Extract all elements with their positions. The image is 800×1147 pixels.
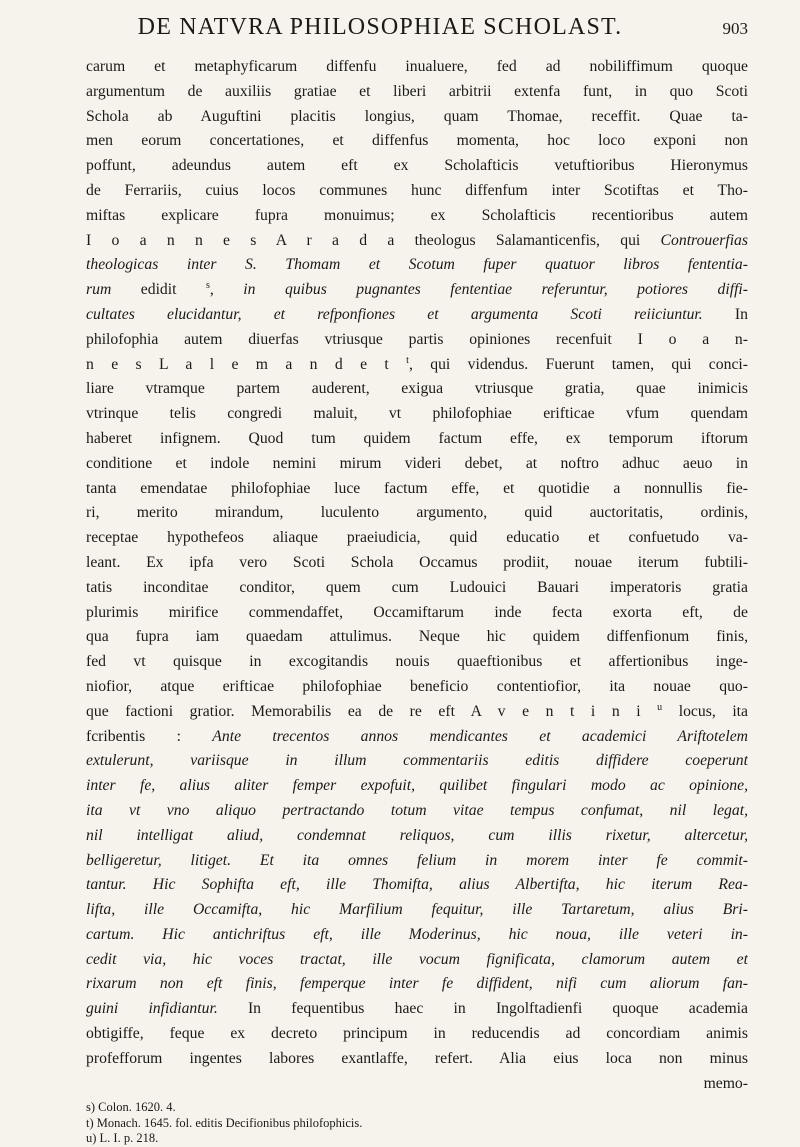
text-line <box>86 105 748 130</box>
text-line <box>86 328 748 353</box>
text-run: cedit via, hic voces tractat, ille vocum fignificata, clamorum autem et <box>86 950 748 968</box>
text-line <box>86 179 748 204</box>
text-line <box>86 377 748 402</box>
text-line <box>86 551 748 576</box>
text-line <box>86 427 748 452</box>
text-line <box>86 873 748 898</box>
text-run: fed vt quisque in excogitandis nouis quaeftionibus et affertionibus inge- <box>86 653 748 671</box>
text-line <box>86 154 748 179</box>
text-run: n e s L a l e m a n d e t <box>86 355 407 373</box>
text-run: guini infidiantur. <box>86 1000 218 1018</box>
text-line <box>86 700 748 725</box>
footnote: s) Colon. 1620. 4. <box>86 1100 176 1115</box>
text-line <box>86 849 748 874</box>
text-run: receptae hypothefeos aliaque praeiudicia, quid educatio et confuetudo va- <box>86 529 748 547</box>
text-run: Controuerfias <box>660 231 748 249</box>
text-line <box>86 501 748 526</box>
text-run: edidit <box>111 281 206 299</box>
text-line <box>86 526 748 551</box>
text-line <box>86 923 748 948</box>
text-run: niofior, atque erifticae philofophiae beneficio contentiofior, ita nouae quo- <box>86 677 748 695</box>
text-run: men eorum concertationes, et diffenfus momenta, hoc loco exponi non <box>86 132 748 150</box>
text-run: rixarum non eft finis, femperque inter fe diffident, nifi cum aliorum fan- <box>86 975 748 993</box>
text-run: In <box>702 305 748 323</box>
text-run: tantur. Hic Sophifta eft, ille Thomifta, alius Albertifta, hic iterum Rea- <box>86 876 748 894</box>
footnote-marker: t <box>406 354 409 366</box>
text-run: inter fe, alius aliter femper expofuit, quilibet fingulari modo ac opinione, <box>86 777 748 795</box>
footnotes <box>86 1100 748 1147</box>
text-run: philofophia autem diuerfas vtriusque partis opiniones recenfuit I o a n- <box>86 330 748 348</box>
text-run: lifta, ille Occamifta, hic Marfilium fequitur, ille Tartaretum, alius Bri- <box>86 901 748 919</box>
text-run: cartum. Hic antichriftus eft, ille Moderinus, hic noua, ille veteri in- <box>86 925 748 943</box>
footnote-marker: u <box>657 701 663 713</box>
text-line <box>86 1072 748 1097</box>
text-line <box>86 204 748 229</box>
text-line <box>86 824 748 849</box>
text-line <box>86 1047 748 1072</box>
text-run: tanta emendatae philofophiae luce factum effe, et quotidie a nonnullis fie- <box>86 479 748 497</box>
text-run: carum et metaphyficarum diffenfu inualuere, fed ad nobiliffimum quoque <box>86 58 748 75</box>
text-run: ita vt vno aliquo pertractando totum vitae tempus confumat, nil legat, <box>86 801 748 819</box>
text-run: fcribentis : <box>86 727 213 745</box>
text-line <box>86 80 748 105</box>
text-line <box>86 576 748 601</box>
text-line <box>86 625 748 650</box>
text-line <box>86 972 748 997</box>
text-run: belligeretur, litiget. Et ita omnes felium in morem inter fe commit- <box>86 851 748 869</box>
footnote: t) Monach. 1645. fol. editis Decifionibus philofophicis. <box>86 1115 363 1130</box>
text-line <box>86 948 748 973</box>
text-line <box>86 1022 748 1047</box>
text-line <box>86 650 748 675</box>
page-number: 903 <box>722 19 748 38</box>
text-run: cultates elucidantur, et refponfiones et argumenta Scoti reiiciuntur. <box>86 305 703 323</box>
text-run: leant. Ex ipfa vero Scoti Schola Occamus prodiit, nouae iterum fubtili- <box>86 553 748 571</box>
text-run: Schola ab Auguftini placitis longius, quam Thomae, receffit. Quae ta- <box>86 107 748 125</box>
footnote-marker: s <box>205 279 210 291</box>
text-line <box>86 997 748 1022</box>
text-run: liare vtramque partem auderent, exigua vtriusque gratia, quae inimicis <box>86 380 748 398</box>
text-run: locus, ita <box>662 702 748 720</box>
text-run: haberet infignem. Quod tum quidem factum effe, ex temporum iftorum <box>86 429 748 447</box>
text-run: tatis inconditae conditor, quem cum Ludouici Bauari imperatoris gratia <box>86 578 748 596</box>
text-run: In fequentibus haec in Ingolftadienfi quoque academia <box>217 1000 748 1018</box>
text-line <box>86 253 748 278</box>
body-text <box>86 55 748 1096</box>
text-run: , <box>209 281 244 299</box>
text-line <box>86 799 748 824</box>
text-run: memo- <box>703 1074 748 1092</box>
running-head: DE NATVRA PHILOSOPHIAE SCHOLAST. <box>137 14 623 40</box>
page-header <box>52 14 748 50</box>
text-run: extulerunt, variisque in illum commentariis editis diffidere coeperunt <box>86 752 748 770</box>
text-run: ri, merito mirandum, luculento argumento, quid auctoritatis, ordinis, <box>86 504 748 522</box>
text-line <box>86 129 748 154</box>
text-line <box>86 402 748 427</box>
text-run: de Ferrariis, cuius locos communes hunc diffenfum inter Scotiftas et Tho- <box>86 181 748 199</box>
text-run: qua fupra iam quaedam attulimus. Neque hic quidem diffenfionum finis, <box>86 628 748 646</box>
text-line <box>86 898 748 923</box>
text-run: conditione et indole nemini mirum videri debet, at noftro adhuc aeuo in <box>86 454 748 472</box>
text-line <box>86 477 748 502</box>
text-line <box>86 278 748 303</box>
text-run: poffunt, adeundus autem eft ex Scholafticis vetuftioribus Hieronymus <box>86 157 748 175</box>
text-line <box>86 675 748 700</box>
text-run: miftas explicare fupra monuimus; ex Scholafticis recentioribus autem <box>86 206 748 224</box>
text-run: Ante trecentos annos mendicantes et academici Ariftotelem <box>212 727 748 745</box>
text-run: plurimis mirifice commendaffet, Occamiftarum inde fecta exorta eft, de <box>86 603 748 621</box>
text-line <box>86 55 748 80</box>
text-run: argumentum de auxiliis gratiae et liberi arbitrii extenfa funt, in quo Scoti <box>86 82 748 100</box>
text-run: rum <box>86 281 112 299</box>
footnote: u) L. I. p. 218. <box>86 1131 159 1146</box>
text-run: , qui videndus. Fuerunt tamen, qui conci- <box>408 355 748 373</box>
text-line <box>86 303 748 328</box>
text-run: I o a n n e s A r a d a theologus Salamanticenfis, qui <box>86 231 661 249</box>
text-line <box>86 601 748 626</box>
text-run: profefforum ingentes labores exantlaffe, refert. Alia eius loca non minus <box>86 1049 748 1067</box>
text-line <box>86 725 748 750</box>
text-line <box>86 774 748 799</box>
text-line <box>86 452 748 477</box>
text-run: que factioni gratior. Memorabilis ea de re eft A v e n t i n i <box>86 702 658 720</box>
text-run: obtigiffe, feque ex decreto principum in reducendis ad concordiam animis <box>86 1025 748 1043</box>
text-run: vtrinque telis congredi maluit, vt philofophiae erifticae vfum quendam <box>86 405 748 423</box>
text-line <box>86 749 748 774</box>
text-run: nil intelligat aliud, condemnat reliquos, cum illis rixetur, altercetur, <box>86 826 748 844</box>
text-run: in quibus pugnantes fententiae referuntur, potiores diffi- <box>243 281 748 299</box>
text-line <box>86 353 748 378</box>
text-run: theologicas inter S. Thomam et Scotum fuper quatuor libros fententia- <box>86 256 748 274</box>
text-line <box>86 229 748 254</box>
